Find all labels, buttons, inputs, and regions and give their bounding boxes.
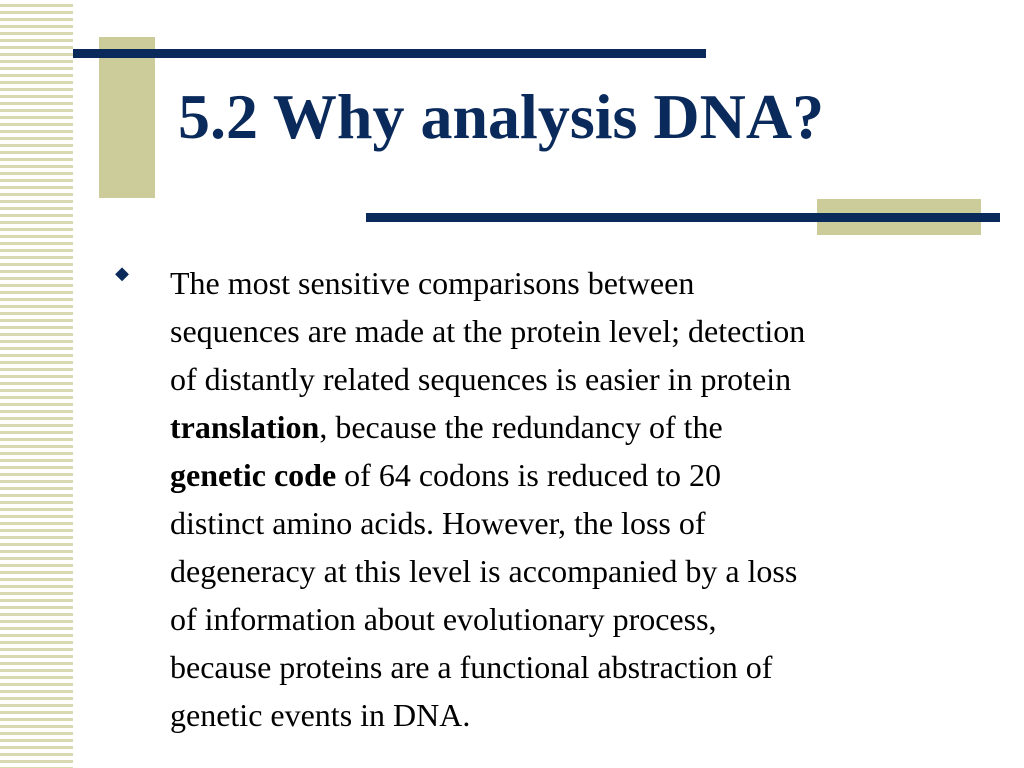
body-line: of information about evolutionary process,: [170, 601, 717, 637]
title-rule-top: [73, 49, 706, 58]
body-line: distinct amino acids. However, the loss of: [170, 505, 706, 541]
accent-block-top: [99, 37, 155, 198]
bullet-paragraph: [170, 259, 970, 739]
body-line: because proteins are a functional abstraction of: [170, 649, 773, 685]
body-line: , because the redundancy of the: [319, 409, 723, 445]
body-line: The most sensitive comparisons between: [170, 265, 695, 301]
term-genetic-code: genetic code: [170, 457, 337, 493]
body-line: of distantly related sequences is easier in protein: [170, 361, 792, 397]
diamond-bullet-icon: ◆: [115, 263, 129, 284]
slide-title: 5.2 Why analysis DNA?: [178, 81, 825, 152]
title-rule-bottom: [366, 213, 1000, 222]
term-translation: translation: [170, 409, 320, 445]
body-line: of 64 codons is reduced to 20: [336, 457, 721, 493]
decorative-stripes: [0, 0, 73, 768]
body-line: genetic events in DNA.: [170, 697, 471, 733]
body-line: degeneracy at this level is accompanied by a loss: [170, 553, 798, 589]
body-line: sequences are made at the protein level; detection: [170, 313, 806, 349]
